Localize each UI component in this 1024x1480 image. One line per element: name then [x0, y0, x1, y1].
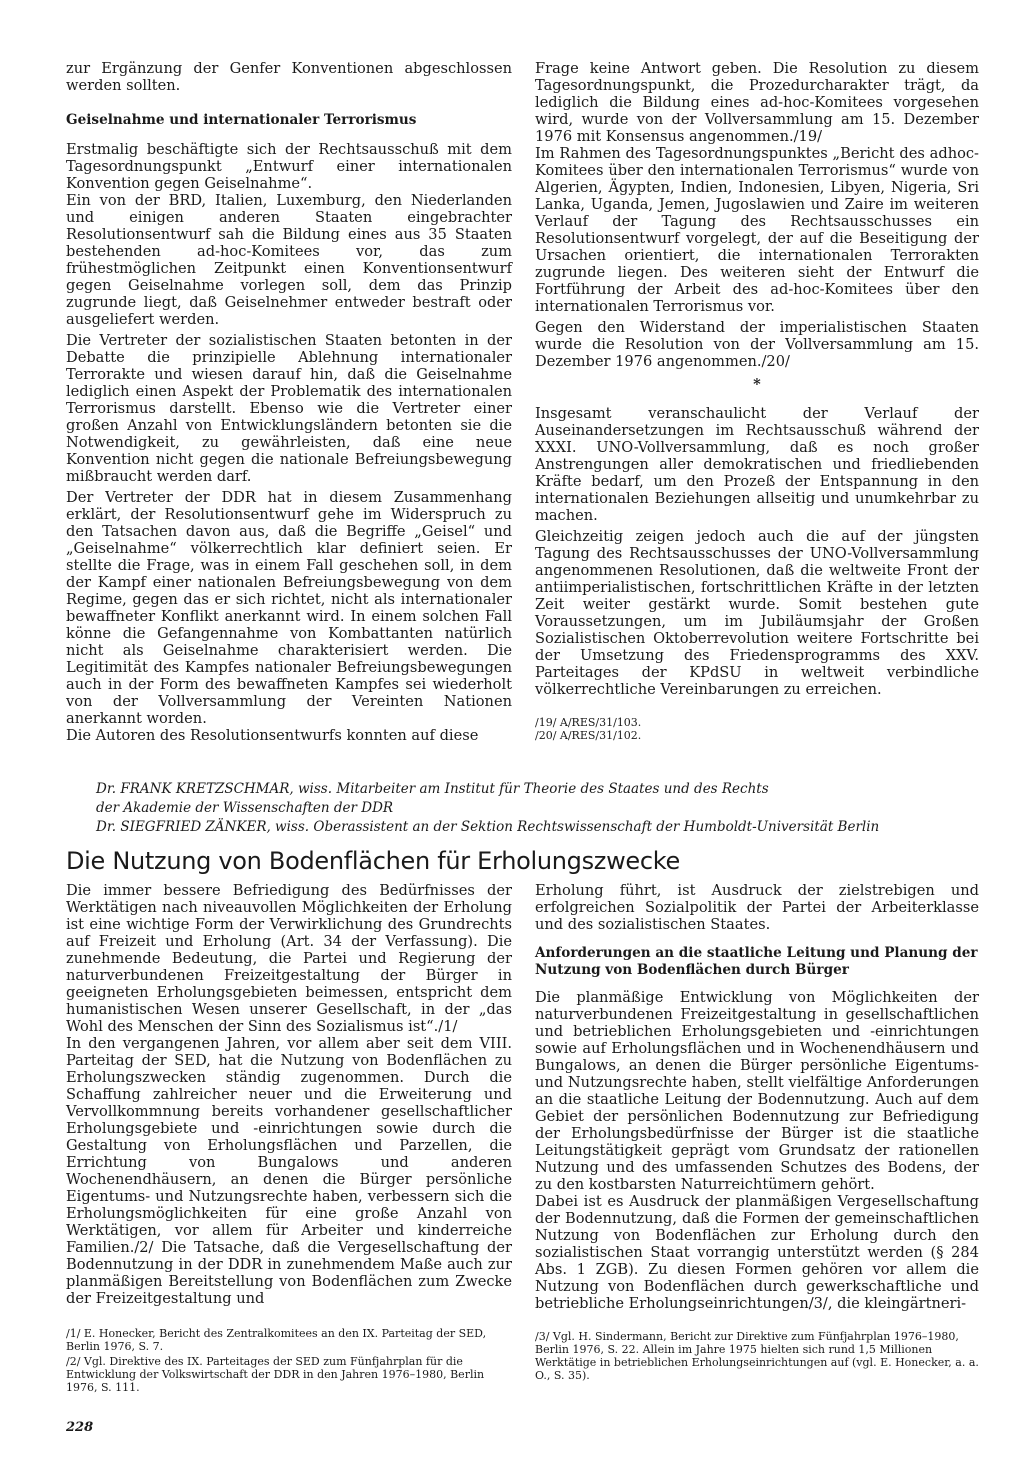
paragraph: Im Rahmen des Tagesordnungspunktes „Bericht des adhoc-Komitees über den internationalen Terrorismus“ wurde von Algerien, Ägypten, Indien, Indonesien, Libyen, Nigeria, Sri Lanka, Uganda, Jemen, Jugoslawien und Zaire im weiteren Verlauf der Tagung des Rechtsausschusses ein Resolutionsentwurf vorgelegt, der auf die Beseitigung der Ursachen orientiert, die internationalen Terrorakten zugrunde liegen. Des weiteren sieht der Entwurf die Fortführung der Arbeit des ad-hoc-Komitees über den internationalen Terrorismus vor. — [535, 145, 979, 315]
section-separator: * — [753, 376, 761, 393]
article-title: Die Nutzung von Bodenflächen für Erholungszwecke — [66, 847, 681, 875]
paragraph: Erstmalig beschäftigte sich der Rechtsausschuß mit dem Tagesordnungspunkt „Entwurf einer internationalen Konvention gegen Geiselnahme“. — [66, 141, 512, 192]
article-right-column — [535, 882, 979, 1382]
paragraph: Dabei ist es Ausdruck der planmäßigen Vergesellschaftung der Bodennutzung, daß die Formen der gemeinschaftlichen Nutzung von Bodenflächen zur Erholung durch den sozialistischen Staat vorrangig unterstützt werden (§ 284 Abs. 1 ZGB). Zu diesen Formen gehören vor allem die Nutzung von Bodenflächen durch gewerkschaftliche und betriebliche Erholungseinrichtungen/3/, die kleingärtneri- — [535, 1193, 979, 1312]
author-affiliation: der Akademie der Wissenschaften der DDR — [96, 800, 394, 816]
paragraph: Ein von der BRD, Italien, Luxemburg, den Niederlanden und einigen anderen Staaten eingebrachter Resolutionsentwurf sah die Bildung eines aus 35 Staaten bestehenden ad-hoc-Komitees vor, das zum frühestmöglichen Zeitpunkt einen Konventionsentwurf gegen Geiselnahme vorlegen soll, dem das Prinzip zugrunde liegt, daß Geiselnehmer entweder bestraft oder ausgeliefert werden. — [66, 192, 512, 328]
footnote: /20/ A/RES/31/102. — [535, 729, 642, 742]
article-left-column — [66, 882, 512, 1394]
section-heading: Geiselnahme und internationaler Terrorismus — [66, 112, 417, 128]
author-line: Dr. SIEGFRIED ZÄNKER, wiss. Oberassistent an der Sektion Rechtswissenschaft der Humboldt-Universität Berlin — [96, 819, 880, 835]
footnote: /1/ E. Honecker, Bericht des Zentralkomitees an den IX. Parteitag der SED, Berlin 1976, S. 7. — [66, 1327, 487, 1353]
paragraph: In den vergangenen Jahren, vor allem aber seit dem VIII. Parteitag der SED, hat die Nutzung von Bodenflächen zu Erholungszwecken ständig zugenommen. Durch die Schaffung zahlreicher neuer und die Erweiterung und Vervollkommnung bereits vorhandener gesellschaftlicher Erholungsgebiete und -einrichtungen sowie durch die Gestaltung von Erholungsflächen und Parzellen, die Errichtung von Bungalows und anderen Wochenendhäusern, an denen die Bürger persönliche Eigentums- und Nutzungsrechte haben, verbessern sich die Erholungsmöglichkeiten für eine große Anzahl von Werktätigen, vor allem für Arbeiter und kinderreiche Familien./2/ Die Tatsache, daß die Vergesellschaftung der Bodennutzung in der DDR in zunehmendem Maße auch zur planmäßigen Bereitstellung von Bodenflächen zum Zwecke der Freizeitgestaltung und — [66, 1035, 512, 1307]
paragraph: Der Vertreter der DDR hat in diesem Zusammenhang erklärt, der Resolutionsentwurf gehe im Widerspruch zu den Tatsachen davon aus, daß die Begriffe „Geisel“ und „Geiselnahme“ völkerrechtlich klar definiert seien. Er stellte die Frage, was in einem Fall geschehen soll, in dem der Kampf einer nationalen Befreiungsbewegung von dem Regime, gegen das er sich richtet, nicht als internationaler bewaffneter Konflikt anerkannt wird. In einem solchen Fall könne die Gefangennahme von Kombattanten natürlich nicht als Geiselnahme charakterisiert werden. Die Legitimität des Kampfes nationaler Befreiungsbewegungen auch in der Form des bewaffneten Kampfes sei wiederholt von der Vollversammlung der Vereinten Nationen anerkannt worden. — [66, 489, 512, 727]
footnote: /3/ Vgl. H. Sindermann, Bericht zur Direktive zum Fünfjahrplan 1976–1980, Berlin 1976, S. 22. Allein im Jahre 1975 hielten sich rund 1,5 Millionen Werktätige in betrieblichen Erholungseinrichtungen auf (vgl. E. Honecker, a. a. O., S. 35). — [535, 1330, 979, 1382]
footnote: /19/ A/RES/31/103. — [535, 716, 642, 729]
paragraph: Insgesamt veranschaulicht der Verlauf der Auseinandersetzungen im Rechtsausschuß während der XXXI. UNO-Vollversammlung, daß es noch großer Anstrengungen aller demokratischen und friedliebenden Kräfte bedarf, um den Prozeß der Entspannung in den internationalen Beziehungen allseitig und unumkehrbar zu machen. — [535, 405, 979, 524]
paragraph: zur Ergänzung der Genfer Konventionen abgeschlossen werden sollten. — [66, 60, 512, 94]
top-left-column — [66, 60, 512, 744]
paragraph: Die Vertreter der sozialistischen Staaten betonten in der Debatte die prinzipielle Ablehnung internationaler Terrorakte und wiesen darauf hin, daß die Geiselnahme lediglich einen Aspekt der Problematik des internationalen Terrorismus darstellt. Ebenso wie die Vertreter einer großen Anzahl von Entwicklungsländern betonten sie die Notwendigkeit, zu gewährleisten, daß eine neue Konvention nicht gegen die nationale Befreiungsbewegung mißbraucht werden darf. — [66, 332, 512, 485]
paragraph: Erholung führt, ist Ausdruck der zielstrebigen und erfolgreichen Sozialpolitik der Partei der Arbeiterklasse und des sozialistischen Staates. — [535, 882, 979, 933]
paragraph: Frage keine Antwort geben. Die Resolution zu diesem Tagesordnungspunkt, die Prozedurcharakter trägt, da lediglich die Bildung eines ad-hoc-Komitees vorgesehen wird, wurde von der Vollversammlung am 15. Dezember 1976 mit Konsensus angenommen./19/ — [535, 60, 979, 145]
author-line: Dr. FRANK KRETZSCHMAR, wiss. Mitarbeiter am Institut für Theorie des Staates und des Rechts — [96, 781, 769, 797]
paragraph: Die planmäßige Entwicklung von Möglichkeiten der naturverbundenen Freizeitgestaltung in gesellschaftlichen und betrieblichen Erholungsgebieten und -einrichtungen sowie auf Erholungsflächen und in Wochenendhäusern und Bungalows, an denen die Bürger persönliche Eigentums- und Nutzungsrechte haben, stellt vielfältige Anforderungen an die staatliche Leitung der Bodennutzung. Auch auf dem Gebiet der persönlichen Bodennutzung zur Befriedigung der Erholungsbedürfnisse der Bürger ist die staatliche Leitungstätigkeit geprägt vom Grundsatz der rationellen Nutzung und des umfassenden Schutzes des Bodens, der zu den kostbarsten Naturreichtümern gehört. — [535, 989, 979, 1193]
footnote: /2/ Vgl. Direktive des IX. Parteitages der SED zum Fünfjahrplan für die Entwicklung der Volkswirtschaft der DDR in den Jahren 1976–1980, Berlin 1976, S. 111. — [66, 1355, 485, 1394]
paragraph: Gegen den Widerstand der imperialistischen Staaten wurde die Resolution von der Vollversammlung am 15. Dezember 1976 angenommen./20/ — [535, 319, 979, 370]
page-number: 228 — [66, 1420, 94, 1435]
paragraph: Die immer bessere Befriedigung des Bedürfnisses der Werktätigen nach niveauvollen Möglichkeiten der Erholung ist eine wichtige Form der Verwirklichung des Grundrechts auf Freizeit und Erholung (Art. 34 der Verfassung). Die zunehmende Bedeutung, die Partei und Regierung der naturverbundenen Freizeitgestaltung der Bürger in geeigneten Erholungsgebieten beimessen, entspricht dem humanistischen Wesen unserer Gesellschaft, in der „das Wohl des Menschen der Sinn des Sozialismus ist“./1/ — [66, 882, 512, 1035]
section-heading: Anforderungen an die staatliche Leitung und Planung der Nutzung von Bodenflächen durch Bürger — [535, 945, 978, 978]
paragraph: Die Autoren des Resolutionsentwurfs konnten auf diese — [66, 727, 479, 744]
top-right-column — [535, 60, 979, 742]
paragraph: Gleichzeitig zeigen jedoch auch die auf der jüngsten Tagung des Rechtsausschusses der UNO-Vollversammlung angenommenen Resolutionen, daß die weltweite Front der antiimperialistischen, fortschrittlichen Kräfte in der letzten Zeit weiter gestärkt wurde. Somit bestehen gute Voraussetzungen, um im Jubiläumsjahr der Großen Sozialistischen Oktoberrevolution weitere Fortschritte bei der Umsetzung des Friedensprogramms des XXV. Parteitages der KPdSU in weltweit verbindliche völkerrechtliche Vereinbarungen zu erreichen. — [535, 528, 979, 698]
